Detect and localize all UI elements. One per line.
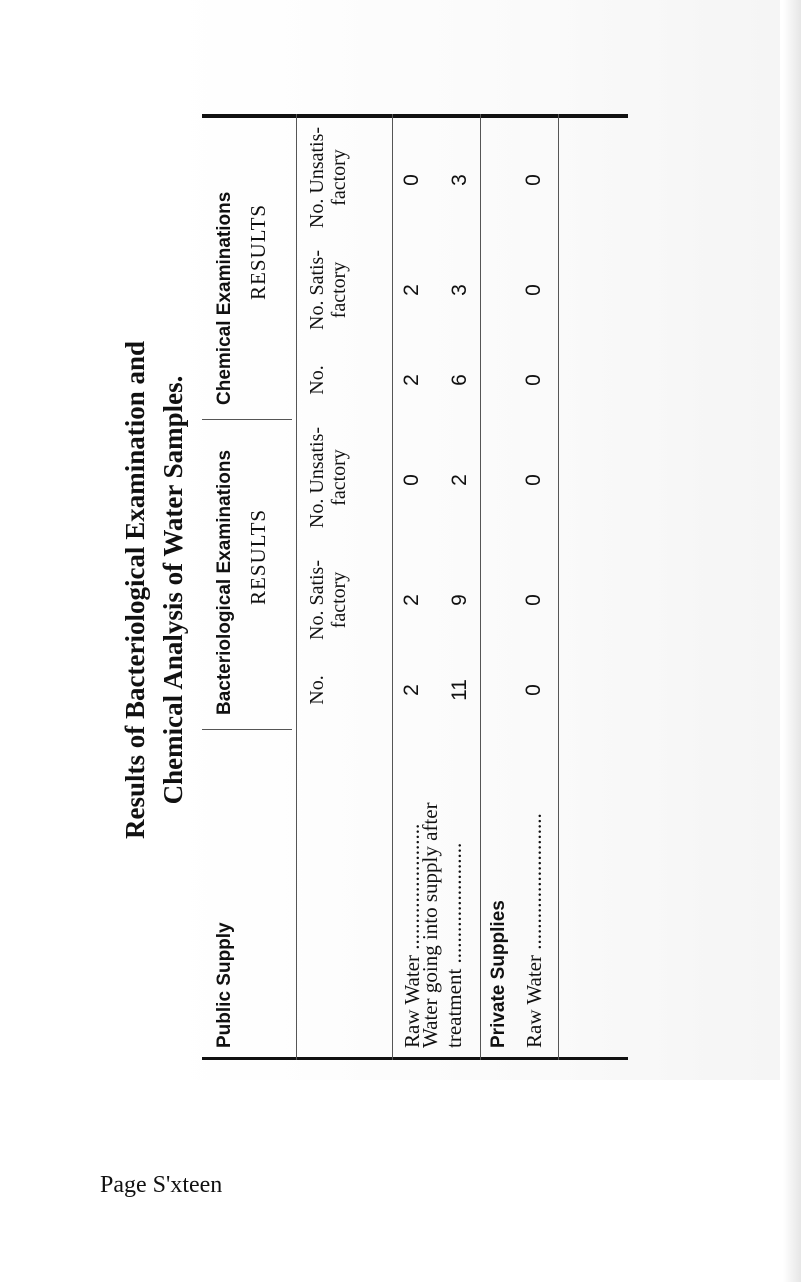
col-head-line: No. Unsatis- (306, 426, 328, 529)
chemical-heading: Chemical Examinations (214, 191, 235, 405)
section-divider (202, 729, 292, 730)
row-divider (558, 114, 559, 1060)
cell-bact-no: 2 (400, 684, 423, 696)
cell-bact-unsat: 2 (448, 474, 471, 486)
public-supply-heading: Public Supply (214, 922, 235, 1048)
cell-bact-sat: 0 (522, 594, 545, 606)
row-label-line: Water going into supply after (418, 802, 442, 1048)
title-line-1: Results of Bacteriological Examination and (120, 341, 150, 839)
bacteriological-heading: Bacteriological Examinations (214, 449, 235, 715)
cell-bact-unsat: 0 (400, 474, 423, 486)
bact-results-label: RESULTS (246, 508, 270, 605)
cell-chem-sat: 3 (448, 284, 471, 296)
cell-chem-no: 6 (448, 374, 471, 386)
cell-chem-sat: 2 (400, 284, 423, 296)
section-divider (202, 419, 292, 420)
chem-col-number: No. (306, 365, 328, 395)
row-label (418, 802, 466, 1048)
header-divider (296, 114, 297, 1060)
cell-bact-sat: 2 (400, 594, 423, 606)
row-divider (392, 114, 393, 1060)
col-head-line: No. Unsatis- (306, 126, 328, 229)
page-number: Page S'xteen (100, 1172, 223, 1198)
row-label-line: Raw Water ........................ (400, 823, 424, 1048)
page-edge-shadow (783, 0, 801, 1282)
rotated-table-page (120, 110, 640, 1070)
col-head-line: factory (328, 571, 350, 629)
cell-bact-sat: 9 (448, 594, 471, 606)
bact-col-number: No. (306, 675, 328, 705)
row-label (522, 813, 546, 1048)
cell-chem-sat: 0 (522, 284, 545, 296)
chem-col-unsatisfactory (306, 115, 350, 240)
bact-col-unsatisfactory (306, 415, 350, 540)
col-head-line: No. Satis- (306, 250, 328, 330)
row-divider (480, 114, 481, 1060)
cell-chem-unsat: 0 (400, 174, 423, 186)
cell-chem-unsat: 0 (522, 174, 545, 186)
col-head-line: No. Satis- (306, 560, 328, 640)
private-supplies-heading: Private Supplies (488, 900, 509, 1048)
table-right-border (202, 114, 628, 118)
cell-bact-no: 0 (522, 684, 545, 696)
cell-chem-no: 2 (400, 374, 423, 386)
cell-bact-no: 11 (448, 679, 471, 701)
col-head-line: factory (328, 261, 350, 319)
table-left-border (202, 1057, 628, 1060)
cell-bact-unsat: 0 (522, 474, 545, 486)
title-line-2: Chemical Analysis of Water Samples. (158, 375, 188, 805)
col-head-line: factory (328, 449, 350, 506)
bact-col-satisfactory (306, 545, 350, 655)
chem-results-label: RESULTS (246, 203, 270, 300)
results-table (202, 114, 628, 1060)
chem-col-satisfactory (306, 235, 350, 345)
cell-chem-unsat: 3 (448, 174, 471, 186)
row-label-line: treatment ....................... (442, 842, 466, 1048)
col-head-line: factory (328, 149, 350, 206)
row-label-line: Raw Water .......................... (522, 813, 546, 1048)
cell-chem-no: 0 (522, 374, 545, 386)
